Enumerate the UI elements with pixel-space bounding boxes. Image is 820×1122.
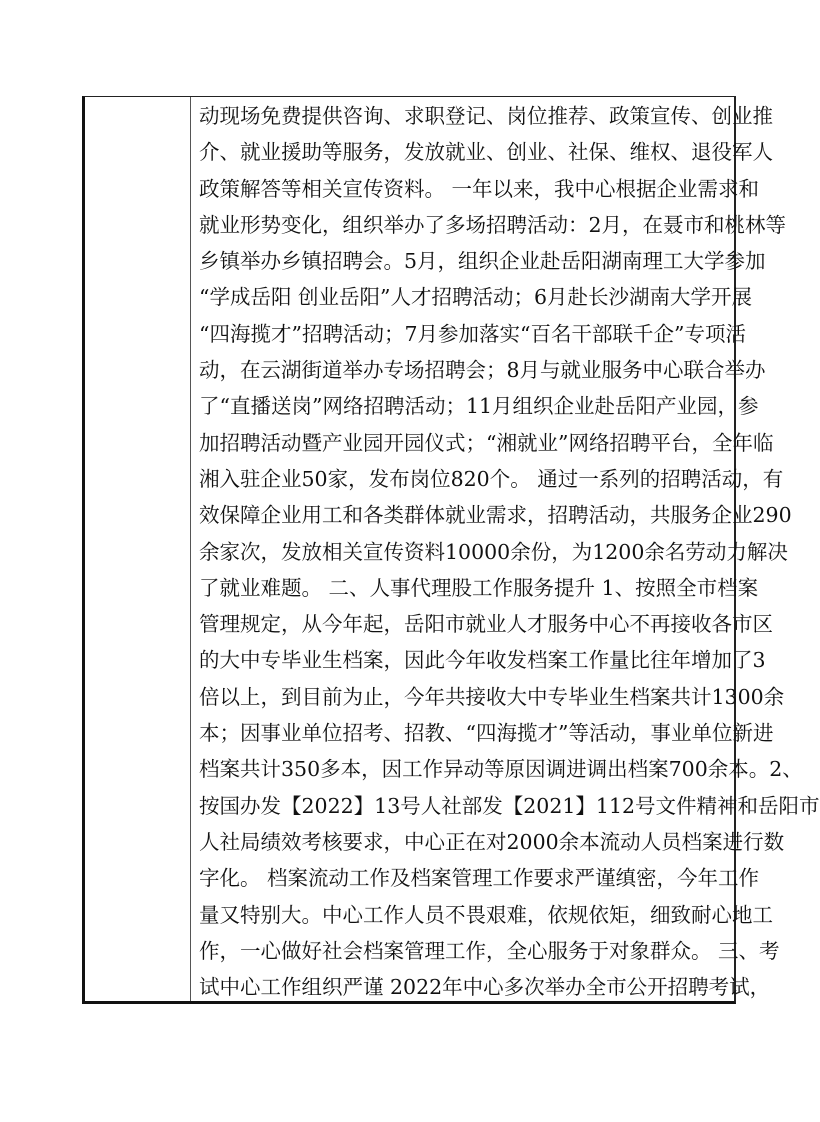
text-line: 了就业难题。 二、人事代理股工作服务提升 1、按照全市档案 — [199, 575, 759, 600]
text-line: 档案共计350多本，因工作异动等原因调进调出档案700余本。2、 — [199, 757, 803, 782]
text-line: 湘入驻企业50家，发布岗位820个。 通过一系列的招聘活动，有 — [199, 466, 784, 491]
text-line: 动现场免费提供咨询、求职登记、岗位推荐、政策宣传、创业推 — [199, 104, 773, 128]
text-line: 余家次，发放相关宣传资料10000余份，为1200余名劳动力解决 — [199, 539, 788, 564]
text-line: 效保障企业用工和各类群体就业需求，招聘活动，共服务企业290 — [199, 503, 792, 528]
text-line: 作，一心做好社会档案管理工作，全心服务于对象群众。 三、考 — [199, 938, 780, 963]
text-line: 政策解答等相关宣传资料。 一年以来，我中心根据企业需求和 — [199, 176, 760, 201]
text-line: 字化。 档案流动工作及档案管理工作要求严谨缜密，今年工作 — [199, 866, 760, 891]
text-line: “学成岳阳 创业岳阳”人才招聘活动；6月赴长沙湖南大学开展 — [199, 285, 753, 310]
text-line: 加招聘活动暨产业园开园仪式；“湘就业”网络招聘平台，全年临 — [199, 430, 774, 455]
text-line: 管理规定，从今年起，岳阳市就业人才服务中心不再接收各市区 — [199, 612, 773, 637]
content-text — [199, 98, 820, 1005]
text-line: 按国办发【2022】13号人社部发【2021】112号文件精神和岳阳市 — [199, 793, 820, 818]
text-line: 就业形势变化，组织举办了多场招聘活动：2月，在聂市和桃林等 — [199, 212, 787, 237]
text-line: 乡镇举办乡镇招聘会。5月，组织企业赴岳阳湖南理工大学参加 — [199, 249, 766, 274]
text-line: 量又特别大。中心工作人员不畏艰难，依规依矩，细致耐心地工 — [199, 902, 773, 927]
text-line: 了“直播送岗”网络招聘活动；11月组织企业赴岳阳产业园，参 — [199, 394, 759, 419]
table-label-cell — [85, 97, 191, 1001]
text-line: “四海揽才”招聘活动；7月参加落实“百名干部联千企”专项活 — [199, 321, 746, 346]
document-table — [82, 96, 820, 1004]
text-line: 人社局绩效考核要求，中心正在对2000余本流动人员档案进行数 — [199, 829, 785, 854]
text-line: 动，在云湖街道举办专场招聘会；8月与就业服务中心联合举办 — [199, 358, 766, 383]
text-line: 试中心工作组织严谨 2022年中心多次举办全市公开招聘考试， — [199, 975, 771, 1000]
text-line: 介、就业援助等服务，发放就业、创业、社保、维权、退役军人 — [199, 140, 773, 165]
text-line: 的大中专毕业生档案，因此今年收发档案工作量比往年增加了3 — [199, 648, 766, 673]
text-line: 倍以上，到目前为止，今年共接收大中专毕业生档案共计1300余 — [199, 684, 785, 709]
table-content-cell — [191, 97, 820, 1001]
text-line: 本；因事业单位招考、招教、“四海揽才”等活动，事业单位新进 — [199, 721, 774, 746]
